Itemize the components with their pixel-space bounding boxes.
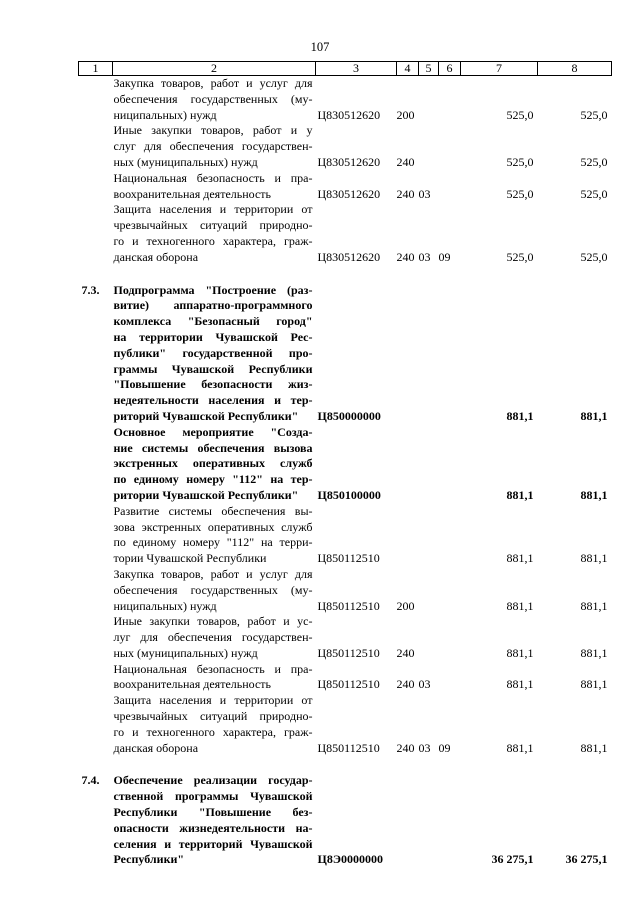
item-name-line: ниципальных) нужд (113, 598, 217, 613)
amount-col-7: 881,1 (506, 408, 534, 423)
table-body (79, 76, 612, 869)
target-article-code: Ц850112510 (317, 677, 380, 692)
table-row (79, 425, 612, 504)
target-article-code: Ц850112510 (317, 598, 380, 613)
amount-col-8: 36 275,1 (565, 852, 608, 867)
section-code: 03 (418, 186, 431, 201)
section-code (419, 76, 439, 124)
column-header: 4 (397, 62, 419, 76)
subsection-code (439, 662, 461, 694)
subsection-code (439, 504, 461, 567)
column-header-row (79, 62, 612, 76)
column-header: 5 (419, 62, 439, 76)
item-name-line: зова экстренных оперативных служб (113, 519, 313, 534)
item-name-line: чрезвычайных ситуаций природно- (113, 709, 313, 724)
section-number (79, 76, 113, 124)
subsection-code: 09 (438, 249, 451, 264)
item-name-line: публики" государственной про- (113, 345, 313, 360)
table-row (79, 693, 612, 756)
subsection-code: 09 (438, 740, 451, 755)
section-code: 03 (418, 740, 431, 755)
section-number (79, 425, 113, 504)
target-article-code: Ц850112510 (317, 551, 380, 566)
section-number (79, 504, 113, 567)
item-name-line: Иные закупки товаров, работ и у (113, 123, 313, 138)
item-name-line: чрезвычайных ситуаций природно- (113, 218, 313, 233)
item-name-line: граммы Чувашской Республики (113, 361, 313, 376)
section-number: 7.3. (81, 282, 100, 297)
item-name-line: луг для обеспечения государствен- (113, 630, 313, 645)
item-name-line: комплекса "Безопасный город" (113, 314, 313, 329)
item-name-line: данская оборона (113, 249, 199, 264)
amount-col-8: 881,1 (580, 551, 608, 566)
item-name-line: данская оборона (113, 740, 199, 755)
amount-col-8: 881,1 (580, 598, 608, 613)
target-article-code: Ц850112510 (317, 740, 380, 755)
item-name-cell (113, 171, 316, 203)
section-code (419, 773, 439, 868)
expense-type-code (397, 504, 419, 567)
item-name-line: Национальная безопасность и пра- (113, 170, 313, 185)
spacer-cell (79, 266, 612, 283)
amount-col-7: 525,0 (506, 154, 534, 169)
amount-col-8: 525,0 (580, 186, 608, 201)
item-name-line: Основное мероприятие "Созда- (113, 424, 313, 439)
item-name-line: го и техногенного характера, граж- (113, 724, 313, 739)
item-name-cell (113, 283, 316, 425)
item-name-line: Национальная безопасность и пра- (113, 661, 313, 676)
item-name-line: Закупка товаров, работ и услуг для (113, 566, 313, 581)
item-name-line: "Повышение безопасности жиз- (113, 377, 313, 392)
subsection-code (439, 76, 461, 124)
amount-col-7: 525,0 (506, 186, 534, 201)
item-name-line: обеспечения государственных (му- (113, 91, 313, 106)
amount-col-7: 525,0 (506, 249, 534, 264)
amount-col-8: 881,1 (580, 677, 608, 692)
item-name-line: экстренных оперативных служб (113, 456, 313, 471)
amount-col-8: 525,0 (580, 249, 608, 264)
item-name-line: обеспечения государственных (му- (113, 582, 313, 597)
amount-col-7: 881,1 (506, 598, 534, 613)
item-name-cell (113, 773, 316, 868)
table-row (79, 202, 612, 265)
amount-col-7: 36 275,1 (491, 852, 534, 867)
item-name-line: Обеспечение реализации государ- (113, 773, 313, 788)
amount-col-7: 881,1 (506, 740, 534, 755)
section-code (419, 425, 439, 504)
table-row (79, 567, 612, 614)
column-header: 7 (461, 62, 538, 76)
budget-table (78, 61, 612, 868)
table-row (79, 76, 612, 124)
section-number (79, 123, 113, 170)
amount-col-7: 881,1 (506, 677, 534, 692)
item-name-cell (113, 504, 316, 567)
subsection-code (439, 283, 461, 425)
expense-type-code: 240 (396, 740, 415, 755)
item-name-line: Закупка товаров, работ и услуг для (113, 76, 313, 90)
expense-type-code (397, 283, 419, 425)
target-article-code: Ц850100000 (317, 487, 381, 502)
column-header: 8 (538, 62, 612, 76)
expense-type-code: 200 (396, 598, 415, 613)
item-name-cell (113, 425, 316, 504)
expense-type-code: 240 (396, 645, 415, 660)
amount-col-8: 881,1 (580, 645, 608, 660)
spacer-row (79, 266, 612, 283)
table-row (79, 123, 612, 170)
expense-type-code: 200 (396, 107, 415, 122)
amount-col-8: 881,1 (580, 740, 608, 755)
item-name-cell (113, 614, 316, 661)
table-row (79, 504, 612, 567)
target-article-code: Ц830512620 (317, 249, 381, 264)
item-name-line: витие) аппаратно-программного (113, 298, 313, 313)
target-article-code: Ц850112510 (317, 645, 380, 660)
page-number: 107 (310, 40, 330, 54)
item-name-line: Иные закупки товаров, работ и ус- (113, 614, 313, 629)
item-name-line: воохранительная деятельность (113, 186, 271, 201)
item-name-line: Развитие системы обеспечения вы- (113, 503, 313, 518)
table-row (79, 614, 612, 661)
item-name-line: опасности жизнедеятельности на- (113, 820, 313, 835)
spacer-row (79, 756, 612, 773)
table-row (79, 283, 612, 425)
amount-col-8: 525,0 (580, 154, 608, 169)
item-name-cell (113, 76, 316, 124)
amount-col-7: 525,0 (506, 107, 534, 122)
target-article-code: Ц8Э0000000 (317, 852, 383, 867)
item-name-line: Подпрограмма "Построение (раз- (113, 282, 313, 297)
spacer-cell (79, 756, 612, 773)
section-number (79, 567, 113, 614)
section-code (419, 123, 439, 170)
amount-col-7: 881,1 (506, 551, 534, 566)
section-code (419, 283, 439, 425)
section-number (79, 693, 113, 756)
item-name-line: ритории Чувашской Республики" (113, 487, 299, 502)
item-name-cell (113, 123, 316, 170)
item-name-line: недеятельности населения и тер- (113, 393, 313, 408)
expense-type-code (397, 425, 419, 504)
item-name-cell (113, 693, 316, 756)
item-name-line: Республики" (113, 852, 185, 867)
item-name-line: тории Чувашской Республики (113, 551, 267, 566)
table-row (79, 773, 612, 868)
section-code (419, 504, 439, 567)
item-name-line: слуг для обеспечения государствен- (113, 139, 313, 154)
expense-type-code: 240 (396, 249, 415, 264)
target-article-code: Ц830512620 (317, 154, 381, 169)
subsection-code (439, 567, 461, 614)
item-name-line: ственной программы Чувашской (113, 789, 313, 804)
subsection-code (439, 425, 461, 504)
section-number (79, 202, 113, 265)
section-number (79, 662, 113, 694)
subsection-code (439, 773, 461, 868)
item-name-line: риторий Чувашской Республики" (113, 408, 299, 423)
column-header: 3 (316, 62, 397, 76)
section-number (79, 614, 113, 661)
expense-type-code: 240 (396, 186, 415, 201)
item-name-line: ниципальных) нужд (113, 107, 217, 122)
amount-col-8: 525,0 (580, 107, 608, 122)
section-number (79, 171, 113, 203)
subsection-code (439, 171, 461, 203)
table-row (79, 171, 612, 203)
subsection-code (439, 614, 461, 661)
column-header: 6 (439, 62, 461, 76)
amount-col-8: 881,1 (580, 408, 608, 423)
item-name-line: Защита населения и территории от (113, 202, 313, 217)
amount-col-7: 881,1 (506, 645, 534, 660)
item-name-line: Защита населения и территории от (113, 693, 313, 708)
item-name-line: ных (муниципальных) нужд (113, 645, 258, 660)
target-article-code: Ц850000000 (317, 408, 381, 423)
item-name-line: ных (муниципальных) нужд (113, 154, 258, 169)
column-header: 2 (113, 62, 316, 76)
amount-col-8: 881,1 (580, 487, 608, 502)
item-name-cell (113, 202, 316, 265)
target-article-code: Ц830512620 (317, 186, 381, 201)
amount-col-7: 881,1 (506, 487, 534, 502)
item-name-line: Республики "Повышение без- (113, 805, 313, 820)
item-name-line: го и техногенного характера, граж- (113, 233, 313, 248)
item-name-line: на территории Чувашской Рес- (113, 329, 313, 344)
item-name-line: воохранительная деятельность (113, 677, 271, 692)
section-number: 7.4. (81, 773, 100, 788)
section-code (419, 567, 439, 614)
column-header: 1 (79, 62, 113, 76)
item-name-line: ние системы обеспечения вызова (113, 440, 313, 455)
table-row (79, 662, 612, 694)
item-name-line: селения и территорий Чувашской (113, 836, 313, 851)
target-article-code: Ц830512620 (317, 107, 381, 122)
section-code (419, 614, 439, 661)
item-name-cell (113, 567, 316, 614)
expense-type-code: 240 (396, 154, 415, 169)
item-name-line: по единому номеру "112" на тер- (113, 472, 313, 487)
expense-type-code (397, 773, 419, 868)
section-code: 03 (418, 677, 431, 692)
section-code: 03 (418, 249, 431, 264)
item-name-line: по единому номеру "112" на терри- (113, 535, 313, 550)
subsection-code (439, 123, 461, 170)
item-name-cell (113, 662, 316, 694)
expense-type-code: 240 (396, 677, 415, 692)
